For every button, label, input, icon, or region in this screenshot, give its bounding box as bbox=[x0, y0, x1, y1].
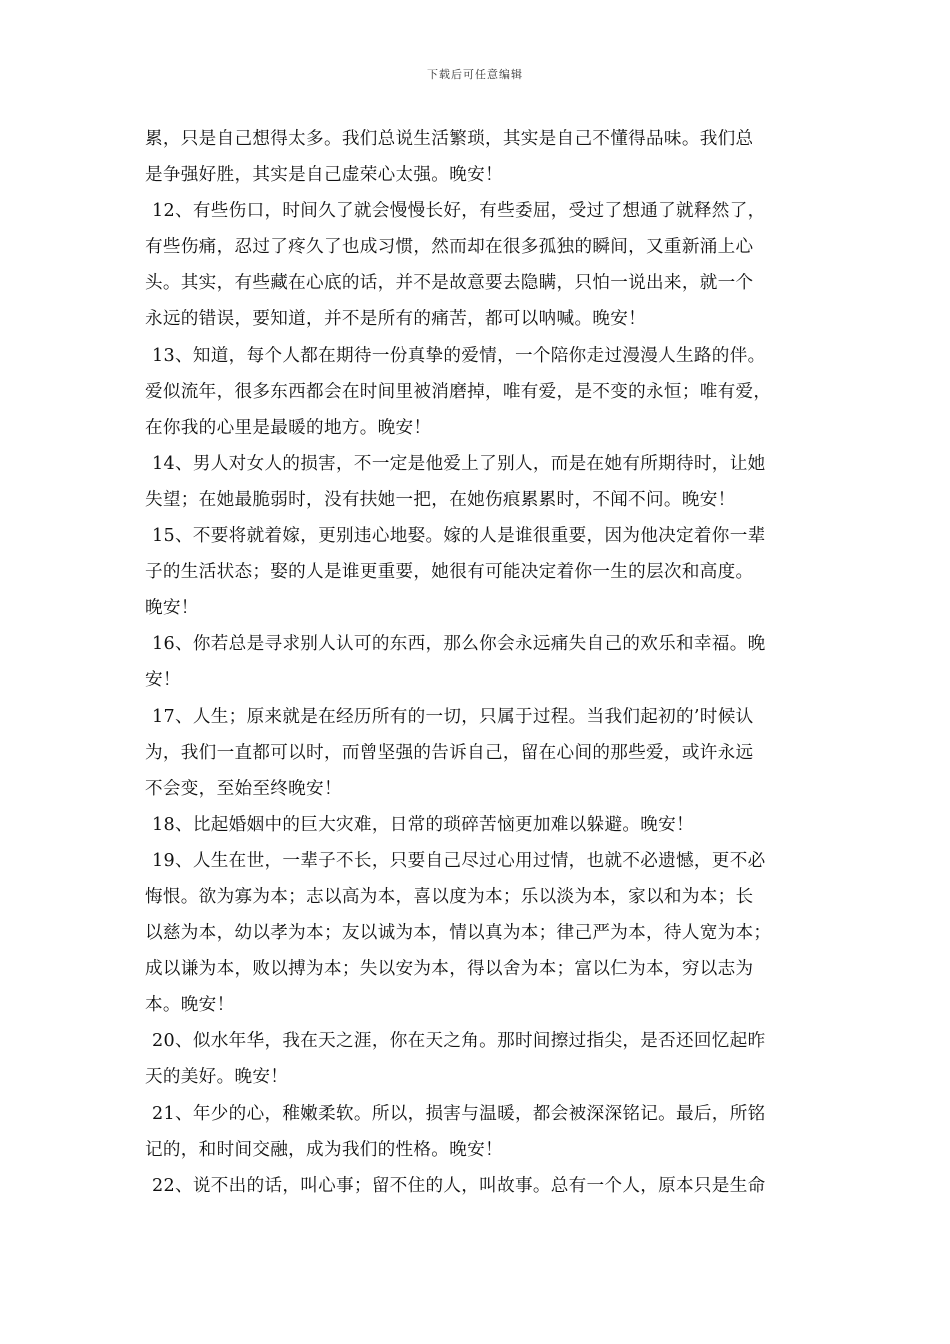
text-line: 20、似水年华，我在天之涯，你在天之角。那时间擦过指尖，是否还回忆起昨 bbox=[152, 1031, 766, 1052]
text-line: 永远的错误，要知道，并不是所有的痛苦，都可以呐喊。晚安！ bbox=[145, 309, 647, 330]
text-line: 是争强好胜，其实是自己虚荣心太强。晚安！ bbox=[145, 165, 503, 186]
text-line: 有些伤痛，忍过了疼久了也成习惯，然而却在很多孤独的瞬间，又重新涌上心 bbox=[145, 237, 754, 258]
text-line: 以慈为本，幼以孝为本；友以诚为本，情以真为本；律己严为本，待人宽为本； bbox=[145, 923, 772, 944]
text-line: 子的生活状态；娶的人是谁更重要，她很有可能决定着你一生的层次和高度。 bbox=[145, 562, 754, 583]
text-line: 22、说不出的话，叫心事；留不住的人，叫故事。总有一个人，原本只是生命 bbox=[152, 1175, 766, 1196]
text-line: 15、不要将就着嫁，更别违心地娶。嫁的人是谁很重要，因为他决定着你一辈 bbox=[152, 526, 766, 547]
text-line: 21、年少的心，稚嫩柔软。所以，损害与温暖，都会被深深铭记。最后，所铭 bbox=[152, 1103, 766, 1124]
text-line: 头。其实，有些藏在心底的话，并不是故意要去隐瞒，只怕一说出来，就一个 bbox=[145, 273, 754, 294]
text-line: 安！ bbox=[145, 670, 181, 691]
text-line: 18、比起婚姻中的巨大灾难，日常的琐碎苦恼更加难以躲避。晚安！ bbox=[152, 814, 694, 835]
document-body bbox=[145, 121, 825, 1204]
text-line: 天的美好。晚安！ bbox=[145, 1067, 289, 1088]
text-line: 累，只是自己想得太多。我们总说生活繁琐，其实是自己不懂得品味。我们总 bbox=[145, 129, 754, 149]
text-line: 为，我们一直都可以时，而曾坚强的告诉自己，留在心间的那些爱，或许永远 bbox=[145, 742, 754, 763]
text-line: 成以谦为本，败以搏为本；失以安为本，得以舍为本；富以仁为本，穷以志为 bbox=[145, 959, 754, 980]
text-line: 悔恨。欲为寡为本；志以高为本，喜以度为本；乐以淡为本，家以和为本；长 bbox=[145, 886, 754, 907]
text-line: 本。晚安！ bbox=[145, 995, 235, 1016]
text-line: 记的，和时间交融，成为我们的性格。晚安！ bbox=[145, 1139, 503, 1160]
text-line: 16、你若总是寻求别人认可的东西，那么你会永远痛失自己的欢乐和幸福。晚 bbox=[152, 634, 766, 655]
text-line: 晚安！ bbox=[145, 598, 199, 619]
text-line: 在你我的心里是最暖的地方。晚安！ bbox=[145, 417, 432, 438]
text-line: 13、知道，每个人都在期待一份真挚的爱情，一个陪你走过漫漫人生路的伴。 bbox=[152, 345, 766, 366]
text-line: 19、人生在世，一辈子不长，只要自己尽过心用过情，也就不必遗憾，更不必 bbox=[152, 850, 766, 871]
text-line: 爱似流年，很多东西都会在时间里被消磨掉，唯有爱，是不变的永恒；唯有爱， bbox=[145, 381, 772, 402]
text-line: 14、男人对女人的损害，不一定是他爱上了别人，而是在她有所期待时，让她 bbox=[152, 453, 766, 474]
text-line: 12、有些伤口，时间久了就会慢慢长好，有些委屈，受过了想通了就释然了， bbox=[152, 201, 766, 222]
page-header: 下载后可任意编辑 bbox=[427, 68, 523, 81]
text-line: 17、人生；原来就是在经历所有的一切，只属于过程。当我们起初的’时候认 bbox=[152, 706, 754, 727]
text-line: 不会变，至始至终晚安！ bbox=[145, 778, 342, 799]
text-line: 失望；在她最脆弱时，没有扶她一把，在她伤痕累累时，不闻不问。晚安！ bbox=[145, 489, 736, 510]
